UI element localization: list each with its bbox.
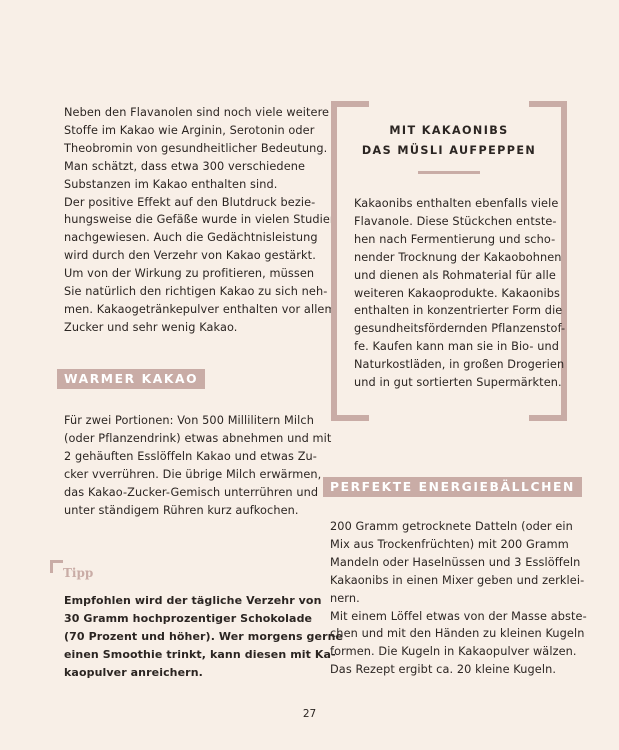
box-title-line: DAS MÜSLI AUFPEPPEN [361, 144, 537, 157]
text-line: Der positive Effekt auf den Blutdruck bezie- [64, 195, 316, 209]
tipp-corner-icon [50, 560, 63, 573]
text-line: hungsweise die Gefäße wurde in vielen Studien [64, 213, 338, 227]
box-title [331, 121, 567, 161]
text-line: Das Rezept ergibt ca. 20 kleine Kugeln. [330, 663, 557, 677]
text-line: Für zwei Portionen: Von 500 Millilitern Milch [64, 414, 314, 427]
text-line: men. Kakaogetränkepulver enthalten vor allem [64, 302, 336, 316]
text-line: (70 Prozent und höher). Wer morgens gerne [64, 629, 344, 643]
text-line: Um von der Wirkung zu profitieren, müssen [64, 267, 315, 281]
text-line: hen nach Fermentierung und scho- [354, 232, 556, 246]
text-line: cker vverrühren. Die übrige Milch erwärmen, [64, 467, 322, 481]
box-body [354, 195, 566, 392]
text-line: Stoffe im Kakao wie Arginin, Serotonin oder [64, 123, 315, 137]
text-line: Man schätzt, dass etwa 300 verschiedene [64, 159, 306, 173]
page-number: 27 [302, 708, 317, 720]
energiebaellchen-heading: PERFEKTE ENERGIEBÄLLCHEN [323, 477, 582, 497]
text-line: kaopulver anreichern. [64, 665, 203, 679]
text-line: formen. Die Kugeln in Kakaopulver wälzen. [330, 645, 577, 659]
text-line: Flavanole. Diese Stückchen entste- [354, 214, 557, 228]
box-title-line: MIT KAKAONIBS [389, 124, 509, 137]
warmer-kakao-heading: WARMER KAKAO [57, 369, 205, 389]
text-line: Substanzen im Kakao enthalten sind. [64, 177, 278, 191]
text-line: Naturkostläden, in großen Drogerien [354, 358, 565, 372]
text-line: nachgewiesen. Auch die Gedächtnisleistung [64, 231, 318, 245]
energiebaellchen-text [330, 518, 587, 679]
box-divider [418, 171, 480, 174]
text-line: das Kakao-Zucker-Gemisch unterrühren und [64, 485, 319, 499]
text-line: und in gut sortierten Supermärkten. [354, 376, 562, 390]
text-line: chen und mit den Händen zu kleinen Kugeln [330, 627, 585, 641]
text-line: Sie natürlich den richtigen Kakao zu sich neh- [64, 285, 328, 299]
text-line: Mandeln oder Haselnüssen und 3 Esslöffeln [330, 555, 581, 569]
text-line: gesundheitsfördernden Pflanzenstof- [354, 322, 566, 336]
tipp-text [64, 592, 344, 682]
text-line: wird durch den Verzehr von Kakao gestärkt. [64, 249, 316, 263]
text-line: und dienen als Rohmaterial für alle [354, 268, 556, 282]
text-line: nern. [330, 591, 360, 605]
kakaonibs-info-box [331, 101, 567, 421]
text-line: Kakaonibs in einen Mixer geben und zerklei- [330, 573, 585, 587]
text-line: Zucker und sehr wenig Kakao. [64, 320, 238, 334]
text-line: Empfohlen wird der tägliche Verzehr von [64, 594, 322, 607]
text-line: weiteren Kakaoprodukte. Kakaonibs [354, 286, 560, 300]
warmer-kakao-text [64, 412, 332, 519]
text-line: fe. Kaufen kann man sie in Bio- und [354, 340, 560, 354]
text-line: unter ständigem Rühren kurz aufkochen. [64, 503, 299, 517]
text-line: enthalten in konzentrierter Form die [354, 304, 563, 318]
text-line: Kakaonibs enthalten ebenfalls viele [354, 197, 559, 210]
text-line: Theobromin von gesundheitlicher Bedeutung. [64, 141, 328, 155]
text-line: Mix aus Trockenfrüchten) mit 200 Gramm [330, 537, 569, 551]
intro-text [64, 104, 338, 337]
text-line: Mit einem Löffel etwas von der Masse abste- [330, 609, 587, 623]
text-line: (oder Pflanzendrink) etwas abnehmen und mit [64, 431, 332, 445]
text-line: 200 Gramm getrocknete Datteln (oder ein [330, 520, 573, 533]
text-line: 2 gehäuften Esslöffeln Kakao und etwas Zu- [64, 449, 317, 463]
text-line: nender Trocknung der Kakaobohnen [354, 250, 562, 264]
tipp-label: Tipp [63, 566, 94, 580]
text-line: einen Smoothie trinkt, kann diesen mit Ka- [64, 647, 336, 661]
text-line: Neben den Flavanolen sind noch viele weitere [64, 106, 330, 119]
text-line: 30 Gramm hochprozentiger Schokolade [64, 611, 313, 625]
